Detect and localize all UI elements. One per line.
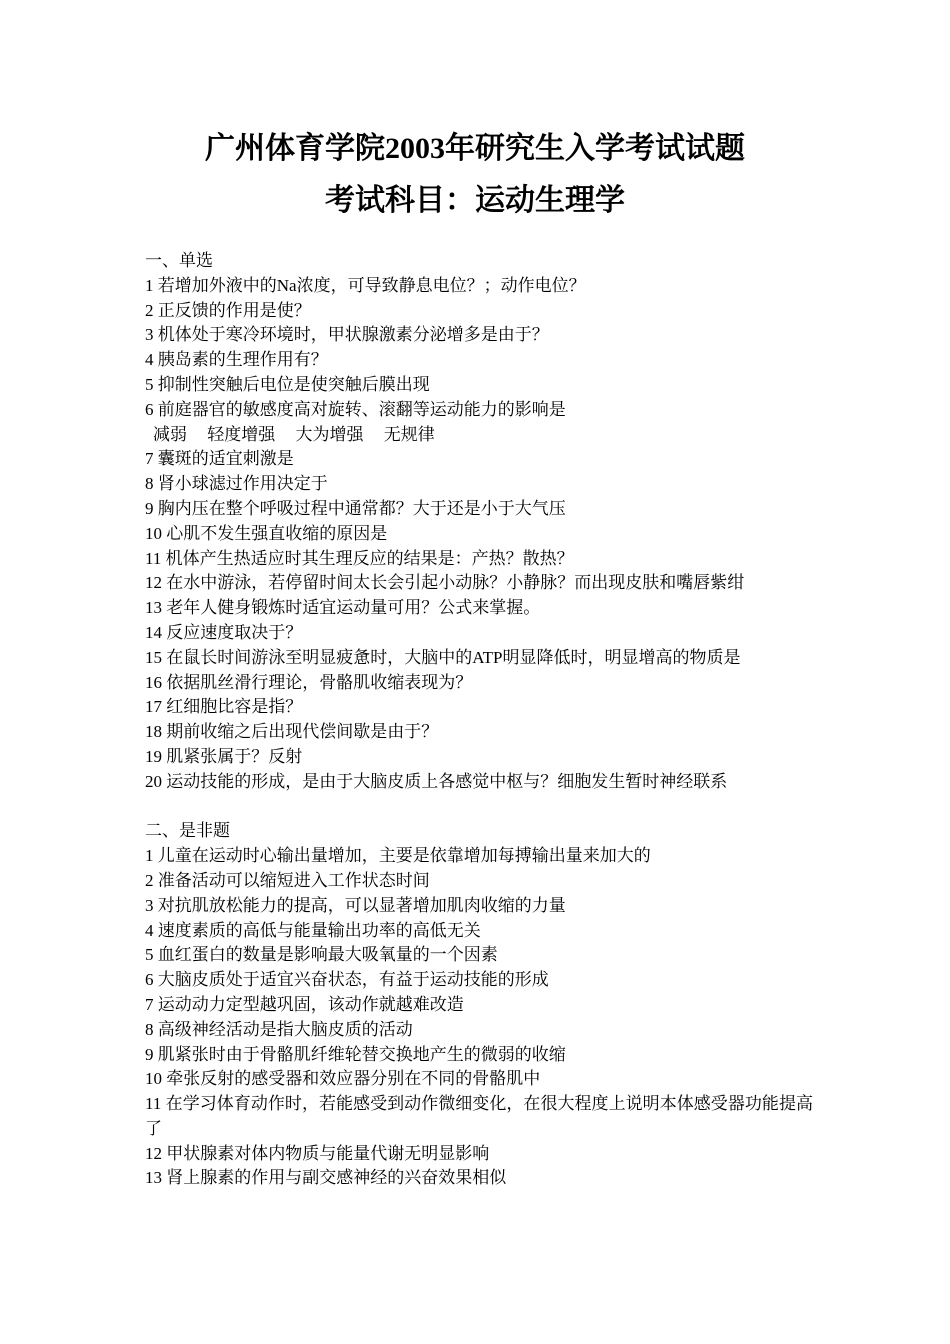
question-tf-1: 1 儿童在运动时心输出量增加，主要是依靠增加每搏输出量来加大的 xyxy=(145,846,651,866)
exam-title: 广州体育学院2003年研究生入学考试试题 xyxy=(205,132,745,165)
option-item: 轻度增强 xyxy=(207,424,276,444)
question-single-11: 11 机体产生热适应时其生理反应的结果是：产热？散热？ xyxy=(145,548,574,568)
question-tf-10: 10 牵张反射的感受器和效应器分别在不同的骨骼肌中 xyxy=(145,1069,541,1089)
question-tf-12: 12 甲状腺素对体内物质与能量代谢无明显影响 xyxy=(145,1143,490,1163)
exam-body xyxy=(145,249,813,1191)
question-tf-11: 11 在学习体育动作时，若能感受到动作微细变化，在很大程度上说明本体感受器功能提高了 xyxy=(145,1094,813,1138)
option-item: 无规律 xyxy=(383,424,435,444)
question-tf-5: 5 血红蛋白的数量是影响最大吸氧量的一个因素 xyxy=(145,945,498,965)
question-single-6-options xyxy=(145,423,813,448)
question-tf-9: 9 肌紧张时由于骨骼肌纤维轮替交换地产生的微弱的收缩 xyxy=(145,1044,566,1064)
question-tf-4: 4 速度素质的高低与能量输出功率的高低无关 xyxy=(145,920,481,940)
question-tf-13: 13 肾上腺素的作用与副交感神经的兴奋效果相似 xyxy=(145,1168,507,1188)
question-single-13: 13 老年人健身锻炼时适宜运动量可用？公式来掌握。 xyxy=(145,598,541,618)
question-tf-7: 7 运动动力定型越巩固，该动作就越难改造 xyxy=(145,994,464,1014)
question-tf-3: 3 对抗肌放松能力的提高，可以显著增加肌肉收缩的力量 xyxy=(145,895,566,915)
question-single-9: 9 胸内压在整个呼吸过程中通常都？大于还是小于大气压 xyxy=(145,498,566,518)
question-single-3: 3 机体处于寒冷环境时，甲状腺激素分泌增多是由于？ xyxy=(145,325,549,345)
question-single-17: 17 红细胞比容是指？ xyxy=(145,697,303,717)
question-single-19: 19 肌紧张属于？反射 xyxy=(145,746,303,766)
question-single-6: 6 前庭器官的敏感度高对旋转、滚翻等运动能力的影响是 xyxy=(145,399,566,419)
question-single-12: 12 在水中游泳，若停留时间太长会引起小动脉？小静脉？而出现皮肤和嘴唇紫绀 xyxy=(145,573,745,593)
question-single-10: 10 心肌不发生强直收缩的原因是 xyxy=(145,523,388,543)
section-spacer xyxy=(145,795,813,820)
question-single-1: 1 若增加外液中的Na浓度，可导致静息电位？；动作电位？ xyxy=(145,275,586,295)
question-single-14: 14 反应速度取决于？ xyxy=(145,622,303,642)
option-item: 减弱 xyxy=(153,424,187,444)
question-single-4: 4 胰岛素的生理作用有？ xyxy=(145,350,328,370)
question-single-5: 5 抑制性突触后电位是使突触后膜出现 xyxy=(145,374,430,394)
section-heading-true-false: 二、是非题 xyxy=(145,821,230,841)
question-single-15: 15 在鼠长时间游泳至明显疲惫时，大脑中的ATP明显降低时，明显增高的物质是 xyxy=(145,647,741,667)
exam-subject: 考试科目：运动生理学 xyxy=(325,184,625,217)
section-heading-single-choice: 一、单选 xyxy=(145,251,213,270)
question-tf-6: 6 大脑皮质处于适宜兴奋状态，有益于运动技能的形成 xyxy=(145,970,549,990)
question-single-20: 20 运动技能的形成，是由于大脑皮质上各感觉中枢与？细胞发生暂时神经联系 xyxy=(145,771,728,791)
question-single-2: 2 正反馈的作用是使？ xyxy=(145,300,311,320)
question-single-8: 8 肾小球滤过作用决定于 xyxy=(145,474,328,494)
question-single-7: 7 囊斑的适宜刺激是 xyxy=(145,449,294,469)
question-single-16: 16 依据肌丝滑行理论，骨骼肌收缩表现为？ xyxy=(145,672,473,692)
question-single-18: 18 期前收缩之后出现代偿间歇是由于？ xyxy=(145,722,439,742)
question-tf-2: 2 准备活动可以缩短进入工作状态时间 xyxy=(145,870,430,890)
option-item: 大为增强 xyxy=(295,424,364,444)
question-tf-8: 8 高级神经活动是指大脑皮质的活动 xyxy=(145,1019,413,1039)
